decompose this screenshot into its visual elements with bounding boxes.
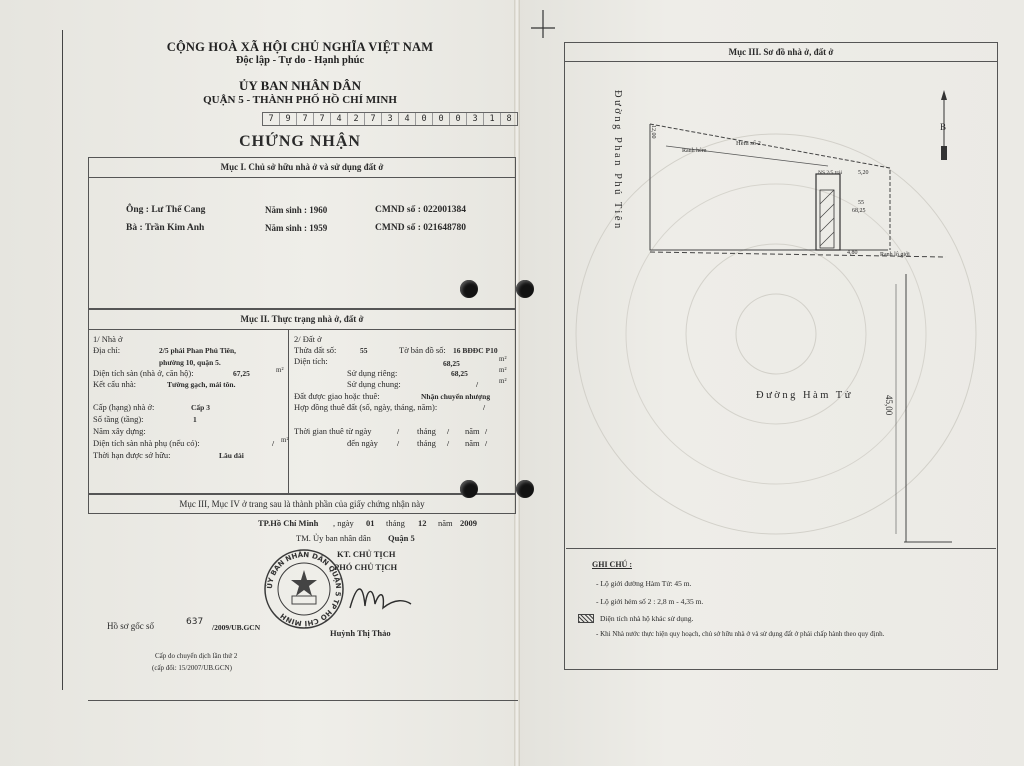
structure-value: Tường gạch, mái tôn.: [167, 380, 236, 389]
shared-use-unit: m²: [499, 377, 507, 385]
sign-month: 12: [418, 518, 427, 528]
serial-number: [262, 112, 518, 126]
section-note-text: Mục III, Mục IV ở trang sau là thành phần của giấy chứng nhận này: [179, 499, 425, 509]
serial-digit: 0: [433, 113, 450, 125]
ownership-term-label: Thời hạn được sở hữu:: [93, 450, 171, 460]
dim-top-left: 12,00: [650, 125, 656, 139]
signature-scribble: [345, 578, 415, 618]
section-status: [88, 309, 516, 494]
serial-digit: 7: [365, 113, 382, 125]
lease-contract-value: /: [483, 403, 486, 412]
serial-digit: 2: [348, 113, 365, 125]
note-alley-width: - Lộ giới hẻm số 2 : 2,8 m - 4,35 m.: [596, 597, 704, 606]
sign-role-2: PHÓ CHỦ TỊCH: [334, 562, 398, 572]
punch-hole: [516, 480, 534, 498]
notes-divider: [566, 548, 996, 549]
serial-digit: 8: [506, 114, 512, 124]
lease-to-year-label: năm: [465, 438, 480, 448]
house-heading: 1/ Nhà ở: [93, 334, 123, 344]
section-owners-title: Mục I. Chủ sở hữu nhà ở và sử dụng đất ở: [89, 158, 515, 178]
floors-label: Số tầng (tầng):: [93, 414, 144, 424]
shared-use-label: Sử dụng chung:: [347, 379, 401, 389]
land-area-unit: m²: [499, 355, 507, 363]
sign-role-1: KT. CHỦ TỊCH: [337, 549, 396, 559]
street-phan-phu-tien: Đường Phan Phú Tiên: [612, 90, 623, 231]
year-built-label: Năm xây dựng:: [93, 426, 146, 436]
sign-month-label: tháng: [386, 518, 405, 528]
dim-depth: 45,00: [884, 395, 894, 416]
serial-digit: 7: [314, 113, 331, 125]
grade-value: Cấp 3: [191, 403, 210, 412]
notes-title: GHI CHÚ :: [592, 560, 632, 569]
certificate-title: CHỨNG NHẬN: [239, 133, 361, 150]
registration-crosshair: [531, 10, 555, 38]
owner-2-birth: Năm sinh : 1959: [265, 223, 328, 233]
serial-digit: 3: [382, 113, 399, 125]
private-use-unit: m²: [499, 366, 507, 374]
punch-hole: [516, 280, 534, 298]
land-form-label: Đất được giao hoặc thuê:: [294, 391, 380, 401]
structure-label: Kết cấu nhà:: [93, 379, 136, 389]
lease-to-month: /: [447, 439, 450, 448]
land-heading: 2/ Đất ở: [294, 334, 322, 344]
section-status-title: Mục II. Thực trạng nhà ở, đất ở: [89, 310, 515, 330]
sign-on-behalf-unit: Quận 5: [388, 533, 415, 543]
serial-digit: 1: [484, 113, 501, 125]
seal-text: ỦY BAN NHÂN DÂN QUẬN 5 TP HỒ CHÍ MINH: [265, 550, 343, 628]
plot-number: 55: [858, 200, 864, 206]
sign-place: TP.Hồ Chí Minh: [258, 518, 319, 528]
column-divider: [288, 330, 289, 494]
lease-from-month: /: [447, 427, 450, 436]
aux-area-label: Diện tích sàn nhà phụ (nếu có):: [93, 438, 200, 448]
private-use-label: Sử dụng riêng:: [347, 368, 398, 378]
lease-from-year: /: [485, 427, 488, 436]
official-seal: [263, 548, 345, 630]
serial-digit: 3: [467, 113, 484, 125]
signer-name: Huỳnh Thị Thảo: [330, 628, 391, 638]
lease-to-label: đến ngày: [347, 438, 378, 448]
serial-digit: 7: [263, 113, 280, 125]
punch-hole: [460, 480, 478, 498]
map-sheet-label: Tờ bản đồ số:: [399, 345, 446, 355]
sign-day-label: , ngày: [333, 518, 354, 528]
lease-from-day: /: [397, 427, 400, 436]
house-area-value: 67,25: [233, 369, 250, 378]
serial-digit: 7: [297, 113, 314, 125]
lease-to-year: /: [485, 439, 488, 448]
district: QUẬN 5 - THÀNH PHỐ HỒ CHÍ MINH: [203, 94, 397, 106]
house-number: NS 2/5 trái: [818, 170, 843, 176]
lease-from-year-label: năm: [465, 426, 480, 436]
owner-1-name: Ông : Lư Thế Cang: [126, 205, 206, 215]
serial-digit: 4: [331, 113, 348, 125]
owner-1-id: CMND số : 022001384: [375, 205, 467, 215]
house-area-label: Diện tích sàn (nhà ở, căn hộ):: [93, 368, 194, 378]
transfer-note: Cấp do chuyển dịch lần thứ 2: [155, 652, 238, 660]
serial-digit: 0: [450, 113, 467, 125]
serial-digit: 0: [416, 113, 433, 125]
sign-year-label: năm: [438, 518, 453, 528]
address-label: Địa chỉ:: [93, 345, 121, 355]
sign-on-behalf: TM. Ủy ban nhân dân: [296, 533, 371, 543]
serial-digit: 4: [399, 113, 416, 125]
private-use-value: 68,25: [451, 369, 468, 378]
republic-header: CỘNG HOÀ XÃ HỘI CHỦ NGHĨA VIỆT NAM: [166, 40, 434, 54]
site-plan: [566, 64, 996, 546]
dim-bottom: 4,80: [847, 250, 858, 256]
boundary-label: Ranh lộ giới: [880, 252, 910, 258]
address-line-1: 2/5 phải Phan Phú Tiên,: [159, 346, 237, 355]
plan-title: Mục III. Sơ đồ nhà ở, đất ở: [564, 44, 998, 62]
left-frame-bottom: [88, 700, 518, 701]
alley-edge-label: Ranh hẻm: [682, 148, 707, 154]
house-area-unit: m²: [276, 366, 284, 374]
ownership-term-value: Lâu dài: [219, 451, 244, 460]
address-line-2: phường 10, quận 5.: [159, 358, 221, 367]
land-form-value: Nhận chuyển nhượng: [421, 392, 491, 401]
motto: Độc lập - Tự do - Hạnh phúc: [235, 55, 365, 66]
reissue-note: (cấp đổi: 15/2007/UB.GCN): [152, 664, 232, 672]
punch-hole: [460, 280, 478, 298]
note-hatch: Diện tích nhà hộ khác sử dụng.: [600, 614, 694, 623]
owner-2-name: Bà : Trần Kim Anh: [126, 223, 205, 233]
aux-area-value: /: [272, 439, 275, 448]
lease-from-label: Thời gian thuê từ ngày: [294, 426, 372, 436]
street-ham-tu: Đường Hàm Tử: [756, 390, 853, 401]
alley-label: Hẻm số 2: [736, 140, 761, 147]
file-number: 637: [186, 617, 204, 627]
sign-year: 2009: [460, 518, 477, 528]
shared-use-value: /: [476, 380, 479, 389]
lease-to-month-label: tháng: [417, 438, 436, 448]
section-owners: [88, 157, 516, 309]
file-suffix: /2009/UB.GCN: [212, 623, 261, 632]
owner-2-id: CMND số : 021648780: [375, 223, 467, 233]
authority: ỦY BAN NHÂN DÂN: [239, 78, 361, 93]
floors-value: 1: [193, 415, 197, 424]
note-planning: - Khi Nhà nước thực hiện quy hoạch, chủ sở hữu nhà ở và sử dụng đất ở phải chấp hành theo quy định.: [596, 630, 885, 638]
section-note: [88, 494, 516, 514]
grade-label: Cấp (hạng) nhà ở:: [93, 402, 155, 412]
plot-value: 55: [360, 346, 368, 355]
aux-area-unit: m²: [281, 436, 289, 444]
plot-area: 68,25: [852, 208, 866, 214]
dim-right: 5,20: [858, 170, 869, 176]
map-sheet-value: 16 BĐĐC P10: [453, 346, 498, 355]
sign-day: 01: [366, 518, 375, 528]
lease-from-month-label: tháng: [417, 426, 436, 436]
land-area-value: 68,25: [443, 359, 460, 368]
land-area-label: Diện tích:: [294, 356, 328, 366]
lease-contract-label: Hợp đồng thuê đất (số, ngày, tháng, năm):: [294, 402, 438, 412]
file-label: Hồ sơ gốc số: [107, 621, 155, 631]
note-road-width: - Lộ giới đường Hàm Tử: 45 m.: [596, 579, 692, 588]
owner-1-birth: Năm sinh : 1960: [265, 205, 328, 215]
north-label: B: [940, 122, 947, 132]
plot-label: Thửa đất số:: [294, 345, 337, 355]
serial-digit: 9: [280, 113, 297, 125]
lease-to-day: /: [397, 439, 400, 448]
hatch-legend-swatch: [578, 614, 594, 623]
